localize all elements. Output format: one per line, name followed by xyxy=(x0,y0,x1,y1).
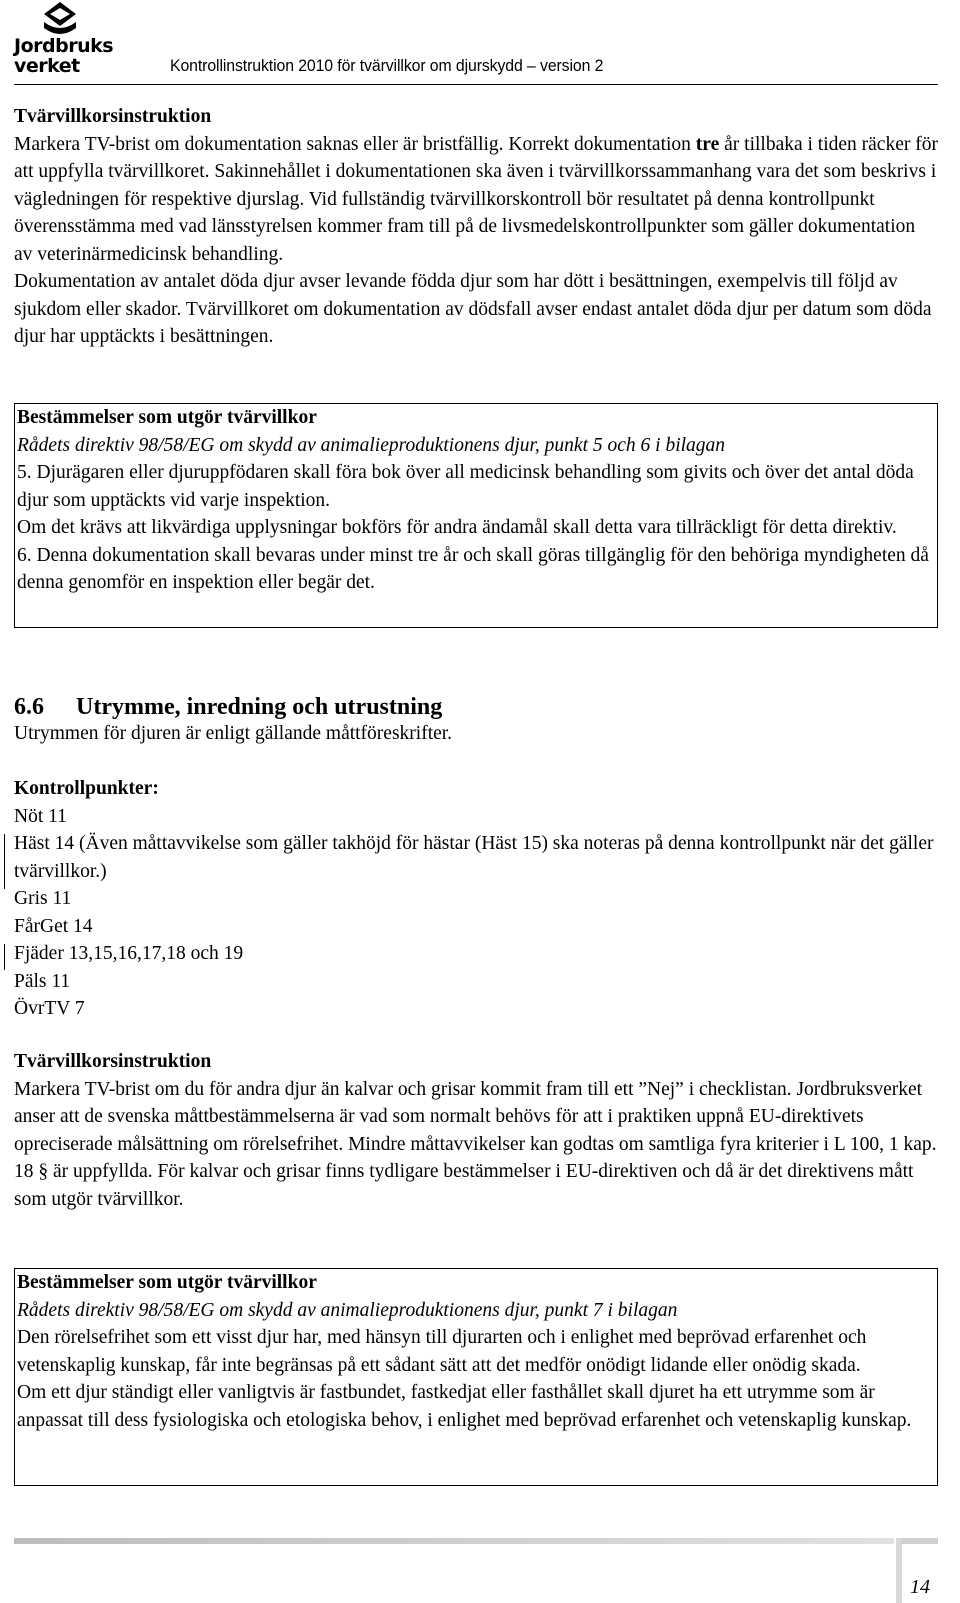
emphasis-text: tre xyxy=(695,133,720,155)
section-title: Utrymme, inredning och utrustning xyxy=(76,694,443,720)
box-source: Rådets direktiv 98/58/EG om skydd av animalieproduktionens djur, punkt 7 i bilagan xyxy=(17,1299,678,1321)
section-6-6-heading xyxy=(14,692,442,722)
section-paragraph: Dokumentation av antalet döda djur avser levande födda djur som har dött i besättningen, exempelvis till följd av sjukdom eller skador. Tvärvillkoret om dokumentation av dödsfall avser endast antalet döda djur per datum som döda djur har upptäckts i besättningen. xyxy=(14,271,932,347)
logo-wordmark xyxy=(14,36,113,76)
kontrollpunkt-item: Päls 11 xyxy=(14,970,71,992)
revision-bar xyxy=(4,834,5,889)
box-paragraph: Den rörelsefrihet som ett visst djur har, med hänsyn till djurarten och i enlighet med beprövad erfarenhet och vetenskaplig kunskap, får inte begränsas på ett sådant sätt att det medför onödigt lidande eller onödig skada. xyxy=(17,1327,867,1376)
box-source: Rådets direktiv 98/58/EG om skydd av animalieproduktionens djur, punkt 5 och 6 i bilagan xyxy=(17,434,726,456)
kontrollpunkt-item: FårGet 14 xyxy=(14,915,93,937)
section-6-6-intro xyxy=(14,720,938,748)
paragraph-text: år tillbaka i tiden räcker för att uppfylla tvärvillkoret. Sakinnehållet i dokumentationen ska även i tvärvillkorssammanhang vara det som beskrivs i vägledningen för respektive djurslag. Vid fullständig tvärvillkorskontroll bör resultatet på denna kontrollpunkt överensstämma med vad länsstyrelsen kommer fram till på de livsmedelskontrollpunkter som gäller dokumentation av veterinärmedicinsk behandling. xyxy=(14,133,938,265)
box-paragraph: Om det krävs att likvärdiga upplysningar bokförs för andra ändamål skall detta vara tillräckligt för detta direktiv. xyxy=(17,517,897,538)
paragraph-text: Markera TV-brist om dokumentation saknas eller är bristfällig. Korrekt dokumentation xyxy=(14,133,696,155)
revision-bar xyxy=(4,944,5,970)
kontrollpunkt-item: Gris 11 xyxy=(14,888,72,909)
kontrollpunkt-item: Nöt 11 xyxy=(14,805,67,827)
section-paragraph xyxy=(14,131,938,269)
jordbruksverket-logo xyxy=(14,0,114,78)
box-paragraph: 6. Denna dokumentation skall bevaras under minst tre år och skall göras tillgänglig för den behöriga myndigheten då denna genomför en inspektion eller begär det. xyxy=(17,544,929,593)
page-number: 14 xyxy=(910,1576,930,1598)
regulation-box-2 xyxy=(14,1268,938,1486)
tvarvillkorsinstruktion-section-1 xyxy=(14,103,938,351)
section-paragraph: Markera TV-brist om du för andra djur än kalvar och grisar kommit fram till ett ”Nej” i checklistan. Jordbruksverket anser att de svenska måttbestämmelserna är vad som normalt behövs för att i praktiken uppnå EU-direktivets opreciserade målsättning om rörelsefrihet. Mindre måttavvikelser kan godtas om samtliga fyra kriterier i L 100, 1 kap. 18 § är uppfyllda. För kalvar och grisar finns tydligare bestämmelser i EU-direktiven och då är det direktivens mått som utgör tvärvillkor. xyxy=(14,1078,937,1210)
tvarvillkorsinstruktion-section-2 xyxy=(14,1048,938,1213)
footer-divider xyxy=(14,1538,894,1544)
box-heading: Bestämmelser som utgör tvärvillkor xyxy=(17,407,317,428)
section-number: 6.6 xyxy=(14,694,44,720)
intro-paragraph: Utrymmen för djuren är enligt gällande måttföreskrifter. xyxy=(14,723,453,744)
box-paragraph: 5. Djurägaren eller djuruppfödaren skall föra bok över all medicinsk behandling som givits och över det antal döda djur som upptäckts vid varje inspektion. xyxy=(17,462,914,511)
logo-emblem-icon xyxy=(14,0,108,40)
regulation-box-1 xyxy=(14,403,938,628)
box-heading: Bestämmelser som utgör tvärvillkor xyxy=(17,1272,317,1293)
section-heading: Tvärvillkorsinstruktion xyxy=(14,106,212,127)
box-paragraph: Om ett djur ständigt eller vanligtvis är fastbundet, fastkedjat eller fasthållet skall djuret ha ett utrymme som är anpassat till dess fysiologiska och etologiska behov, i enlighet med beprövad erfarenhet och vetenskaplig kunskap. xyxy=(17,1382,912,1431)
section-heading: Tvärvillkorsinstruktion xyxy=(14,1051,212,1072)
page-header xyxy=(0,0,960,92)
kontrollpunkt-item: ÖvrTV 7 xyxy=(14,998,85,1019)
kontrollpunkter-list xyxy=(14,775,938,1023)
kontrollpunkt-item: Fjäder 13,15,16,17,18 och 19 xyxy=(14,943,244,964)
kontrollpunkter-heading: Kontrollpunkter: xyxy=(14,778,159,799)
document-title: Kontrollinstruktion 2010 för tvärvillkor om djurskydd – version 2 xyxy=(170,56,604,75)
header-divider xyxy=(14,84,938,85)
kontrollpunkt-item: Häst 14 (Även måttavvikelse som gäller takhöjd för hästar (Häst 15) ska noteras på denna kontrollpunkt när det gäller tvärvillkor.) xyxy=(14,833,934,882)
logo-line-1: Jordbruks xyxy=(14,35,114,57)
logo-line-2: verket xyxy=(14,55,80,77)
